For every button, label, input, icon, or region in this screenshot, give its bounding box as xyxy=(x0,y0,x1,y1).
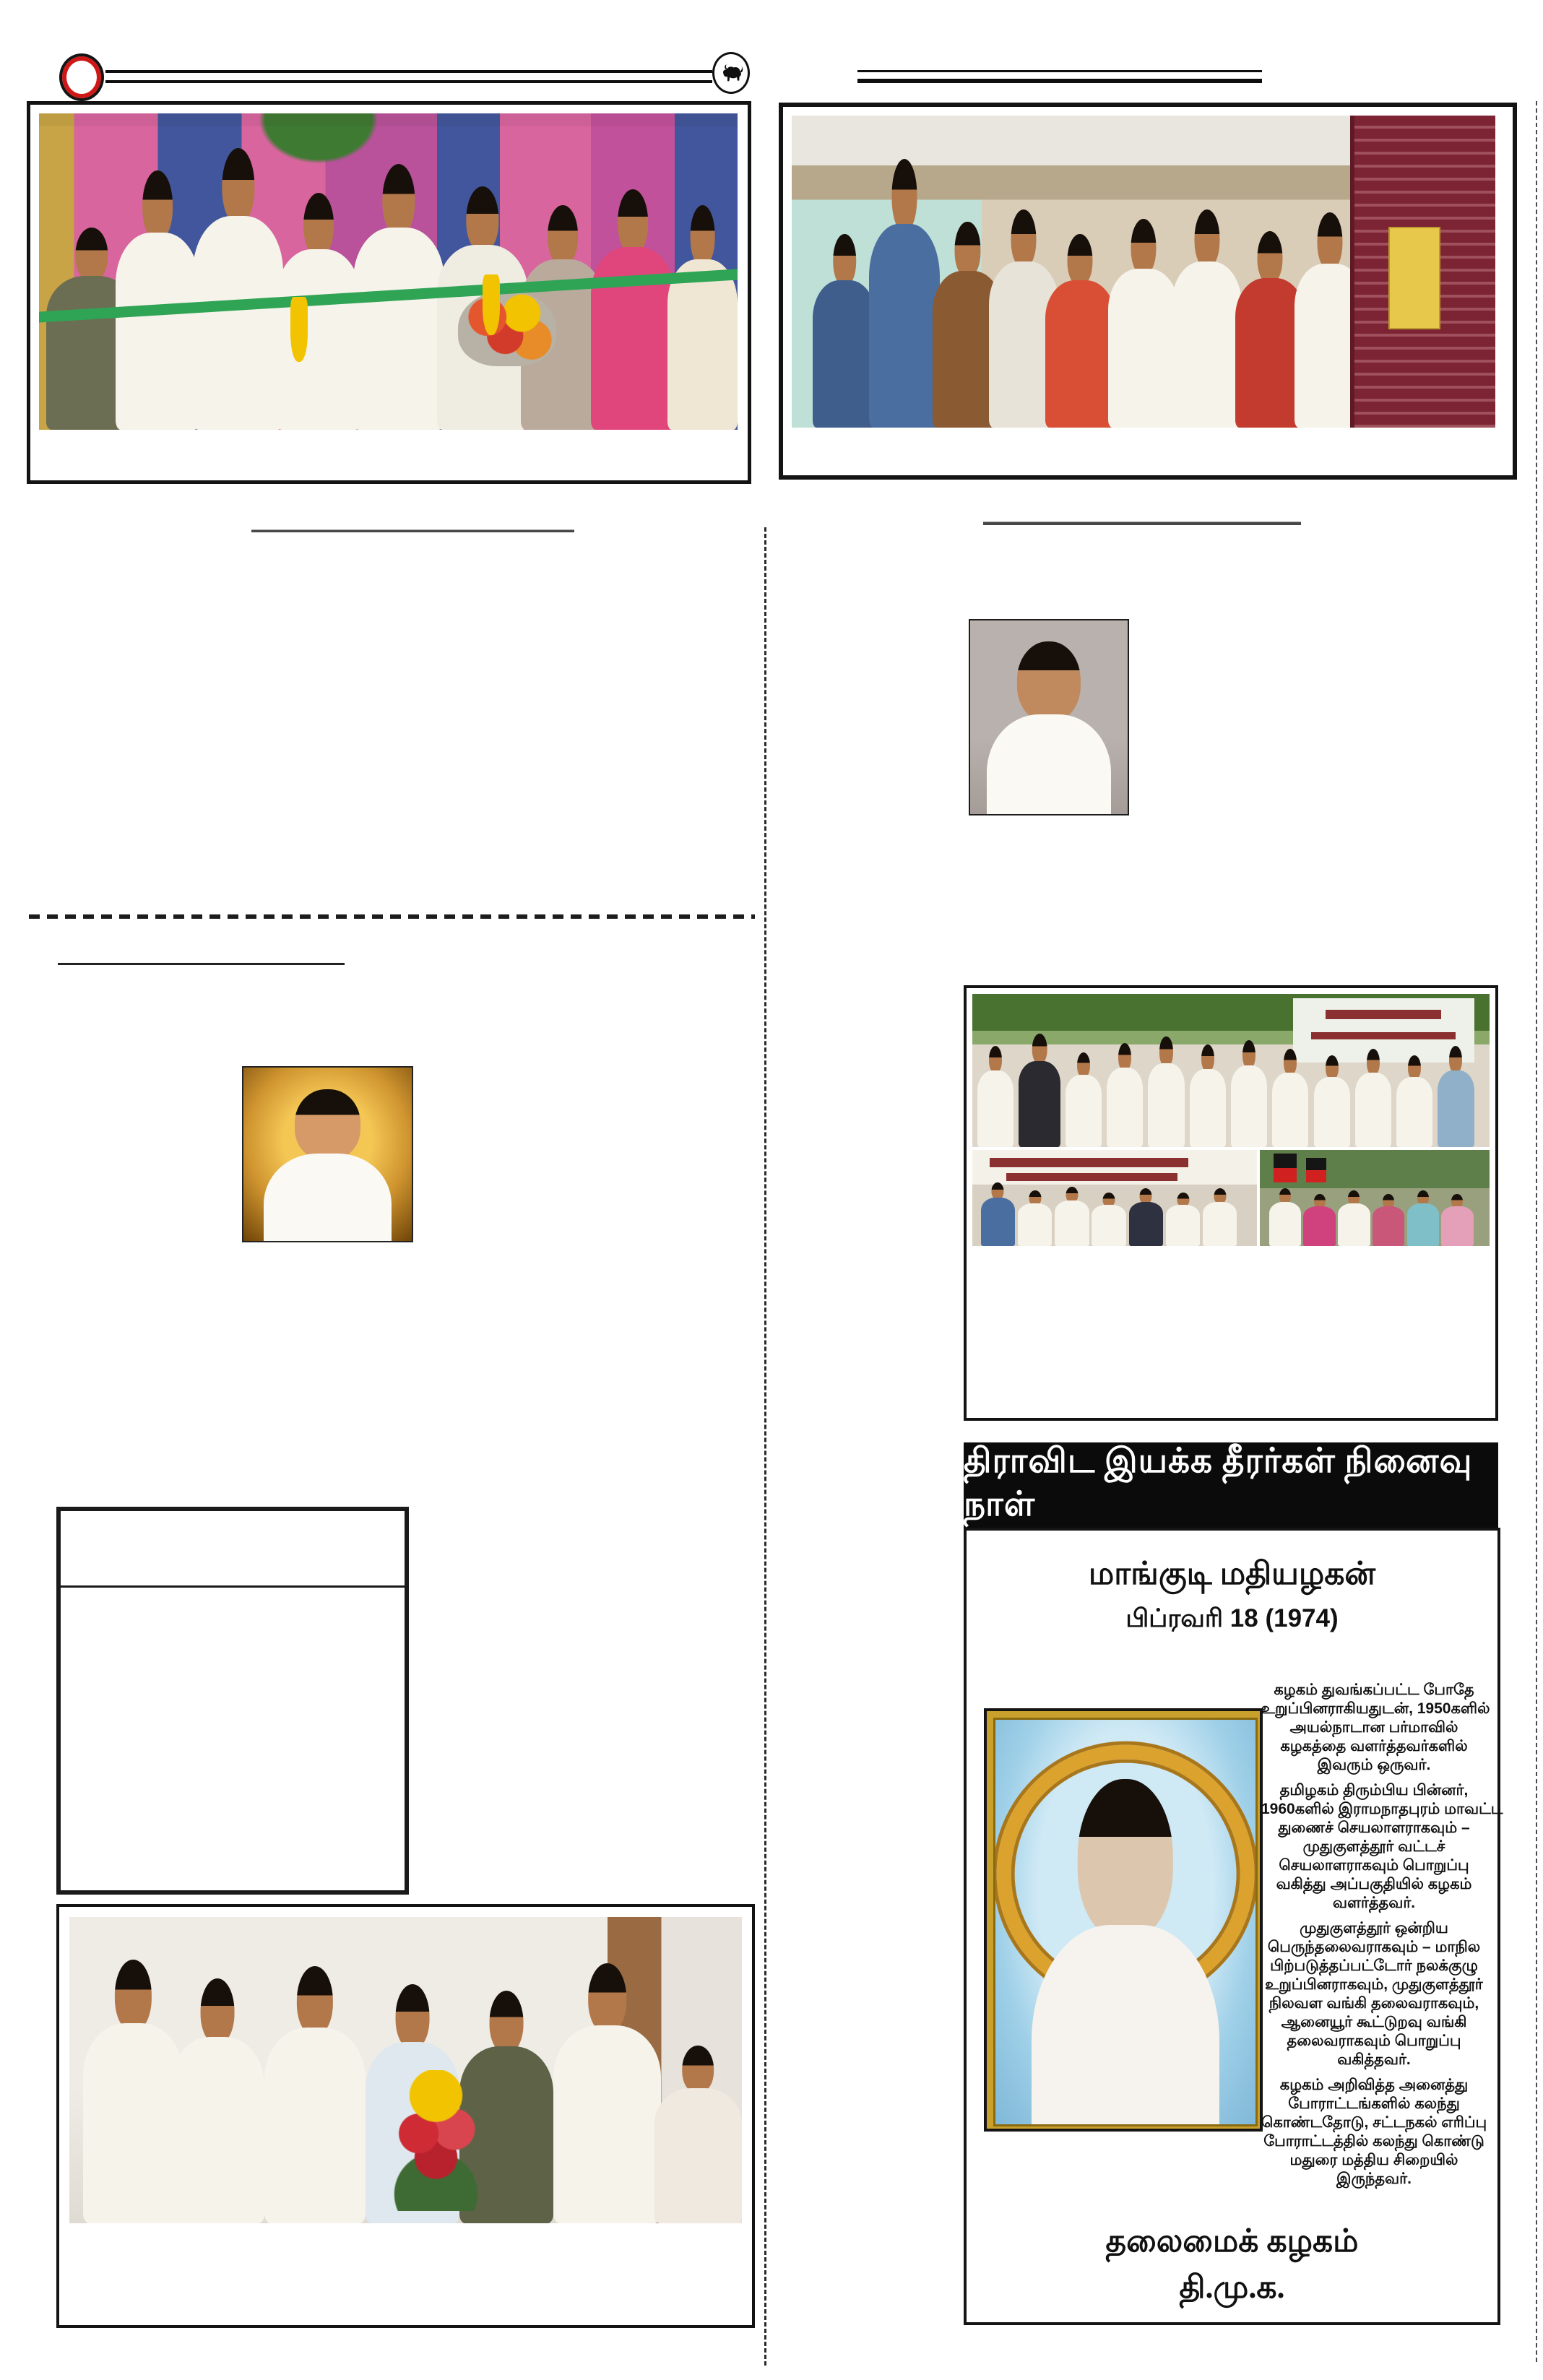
empty-info-box xyxy=(56,1507,409,1895)
memorial-box xyxy=(964,1528,1503,2325)
person-figure xyxy=(1303,1194,1336,1246)
photo-box-street-gathering xyxy=(779,103,1517,480)
person-figure xyxy=(1355,1049,1391,1147)
person-figure xyxy=(1203,1188,1237,1246)
person-figure xyxy=(1190,1044,1226,1147)
person-figure xyxy=(1272,1049,1308,1147)
person-figure xyxy=(869,159,939,428)
memorial-text-line: மதுரை மத்திய சிறையில் xyxy=(1289,2152,1458,2168)
person-figure xyxy=(1066,1052,1102,1147)
bull-icon xyxy=(717,57,745,90)
person-figure xyxy=(1314,1055,1350,1147)
person-figure xyxy=(1045,234,1115,428)
memorial-text-line: இருந்தவர். xyxy=(1336,2171,1412,2187)
party-flag xyxy=(1306,1158,1327,1183)
person-figure xyxy=(1018,1190,1052,1246)
portrait-bust xyxy=(980,636,1118,814)
person-figure xyxy=(1092,1193,1125,1246)
photo-box-ribbon-cutting xyxy=(27,101,751,484)
bull-emblem xyxy=(712,52,750,94)
portrait-box-left xyxy=(242,1066,413,1242)
memorial-text-column xyxy=(1261,1681,1503,2189)
oval-ring-ornament xyxy=(59,53,104,101)
memorial-text-line: முதுகுளத்தூர் ஒன்றிய xyxy=(1300,1920,1448,1937)
collage-photo-flags-crowd xyxy=(1260,1150,1490,1246)
dashed-rule-horizontal xyxy=(29,914,755,919)
memorial-text-line: போராட்டத்தில் கலந்து கொண்டு xyxy=(1263,2133,1484,2150)
person-figure xyxy=(667,205,738,430)
memorial-text-line: செயலாளராகவும் பொறுப்பு xyxy=(1279,1857,1469,1874)
header-rule-right xyxy=(857,70,1262,83)
page-edge-dashed xyxy=(1536,101,1537,2362)
memorial-text-line: தலைவராகவும் பொறுப்பு xyxy=(1287,2033,1461,2049)
person-figure xyxy=(1107,1043,1143,1147)
header-rule-left xyxy=(105,70,712,83)
memorial-footer-party: தி.மு.க. xyxy=(1179,2269,1285,2305)
person-figure xyxy=(1396,1055,1432,1147)
person-figure xyxy=(1441,1194,1474,1246)
memorial-portrait-frame xyxy=(984,1708,1263,2132)
memorial-text-line: துணைச் செயலாளராகவும் – xyxy=(1278,1819,1470,1836)
photo-box-collage xyxy=(964,985,1498,1421)
person-figure xyxy=(1019,1034,1060,1147)
memorial-text-line: வளர்த்தவர். xyxy=(1332,1895,1416,1911)
person-figure xyxy=(591,189,675,430)
person-figure xyxy=(1407,1190,1440,1246)
person-figure xyxy=(1338,1190,1370,1246)
memorial-text-line: பெருந்தலைவராகவும் – மாநில xyxy=(1267,1939,1481,1955)
person-figure xyxy=(170,1978,264,2223)
ribbon-cutting-photo xyxy=(39,113,738,430)
memorial-banner xyxy=(964,1442,1498,1528)
person-figure xyxy=(1172,209,1242,428)
flower-tray xyxy=(458,290,556,366)
person-figure xyxy=(1108,219,1178,428)
memorial-text-line: கழகத்தை வளர்த்தவர்களில் xyxy=(1280,1738,1468,1754)
memorial-text-line: இவரும் ஒருவர். xyxy=(1317,1757,1431,1773)
memorial-text-line: உறுப்பினராகவும், முதுகுளத்தூர் xyxy=(1265,1976,1483,1993)
portrait-photo-gold xyxy=(243,1068,412,1241)
person-figure xyxy=(654,2046,742,2223)
party-flag xyxy=(1274,1154,1297,1182)
memorial-text-line: வகித்து அப்பகுதியில் கழகம் xyxy=(1276,1876,1472,1892)
memorial-portrait-bust xyxy=(1021,1768,1229,2124)
memorial-name: மாங்குடி மதியழகன் xyxy=(1088,1556,1376,1591)
info-box-header-row xyxy=(61,1511,405,1588)
person-figure xyxy=(116,170,199,430)
memorial-text-line: கழகம் அறிவித்த அனைத்து xyxy=(1279,2077,1469,2093)
street-gathering-photo xyxy=(792,116,1495,428)
person-figure xyxy=(977,1046,1013,1147)
memorial-text-line: உறுப்பினராகியதுடன், 1950களில் xyxy=(1261,1700,1490,1717)
person-figure xyxy=(1166,1193,1200,1246)
person-figure xyxy=(1373,1194,1405,1246)
column-divider-dashed xyxy=(764,527,766,2366)
memorial-date: பிப்ரவரி 18 (1974) xyxy=(1125,1604,1339,1632)
memorial-text-line: போராட்டங்களில் கலந்து xyxy=(1288,2095,1460,2112)
person-figure xyxy=(1055,1187,1089,1246)
bouquet-presentation-photo xyxy=(69,1917,742,2223)
memorial-footer-org: தலைமைக் கழகம் xyxy=(1105,2223,1359,2259)
memorial-banner-text: திராவிட இயக்க தீரர்கள் நினைவு நாள் xyxy=(964,1442,1473,1523)
person-figure xyxy=(1148,1037,1184,1147)
memorial-text-line: கொண்டதோடு, சட்டநகல் எரிப்பு xyxy=(1261,2114,1487,2131)
person-figure xyxy=(264,1966,366,2223)
memorial-text-line: முதுகுளத்தூர் வட்டச் xyxy=(1302,1838,1445,1855)
person-figure xyxy=(1438,1046,1474,1147)
person-figure xyxy=(83,1960,184,2223)
person-figure xyxy=(1129,1188,1163,1246)
person-figure xyxy=(193,148,284,430)
person-figure xyxy=(1231,1040,1267,1147)
ribbon-bow xyxy=(290,297,308,362)
memorial-portrait-photo xyxy=(993,1718,1258,2126)
collage-photo-group xyxy=(972,994,1490,1147)
headline-rule-right xyxy=(983,522,1301,525)
portrait-bust xyxy=(257,1085,399,1241)
memorial-text-line: 1960களில் இராமநாதபுரம் மாவட்ட xyxy=(1261,1801,1503,1817)
headline-rule-left xyxy=(251,529,574,532)
portrait-box-right xyxy=(969,619,1129,815)
memorial-text-line: ஆனையூர் கூட்டுறவு வங்கி xyxy=(1281,2014,1467,2030)
person-figure xyxy=(981,1182,1015,1246)
photo-box-bouquet xyxy=(56,1904,755,2328)
person-figure xyxy=(277,193,360,430)
headline-rule-left-2 xyxy=(58,963,345,965)
memorial-text-line: கழகம் துவங்கப்பட்ட போதே xyxy=(1274,1682,1474,1698)
gate-notice-paper xyxy=(1390,228,1439,328)
person-figure xyxy=(553,1963,661,2223)
person-figure xyxy=(813,234,876,428)
memorial-text-line: நிலவள வங்கி தலைவராகவும், xyxy=(1268,1995,1479,2012)
memorial-text-line: அயல்நாடான பர்மாவில் xyxy=(1289,1719,1458,1736)
portrait-photo-gray xyxy=(970,620,1128,814)
info-box-body-row xyxy=(61,1588,405,1884)
flower-bouquet xyxy=(379,2070,493,2211)
memorial-text-line: தமிழகம் திரும்பிய பின்னர், xyxy=(1279,1782,1469,1799)
memorial-text-line: பிற்படுத்தப்பட்டோர் நலக்குழு xyxy=(1270,1957,1478,1974)
memorial-text-line: வகித்தவர். xyxy=(1337,2051,1411,2068)
collage-photo-banner-crowd xyxy=(972,1150,1257,1246)
person-figure xyxy=(1269,1188,1302,1246)
ribbon-bow xyxy=(483,274,500,335)
